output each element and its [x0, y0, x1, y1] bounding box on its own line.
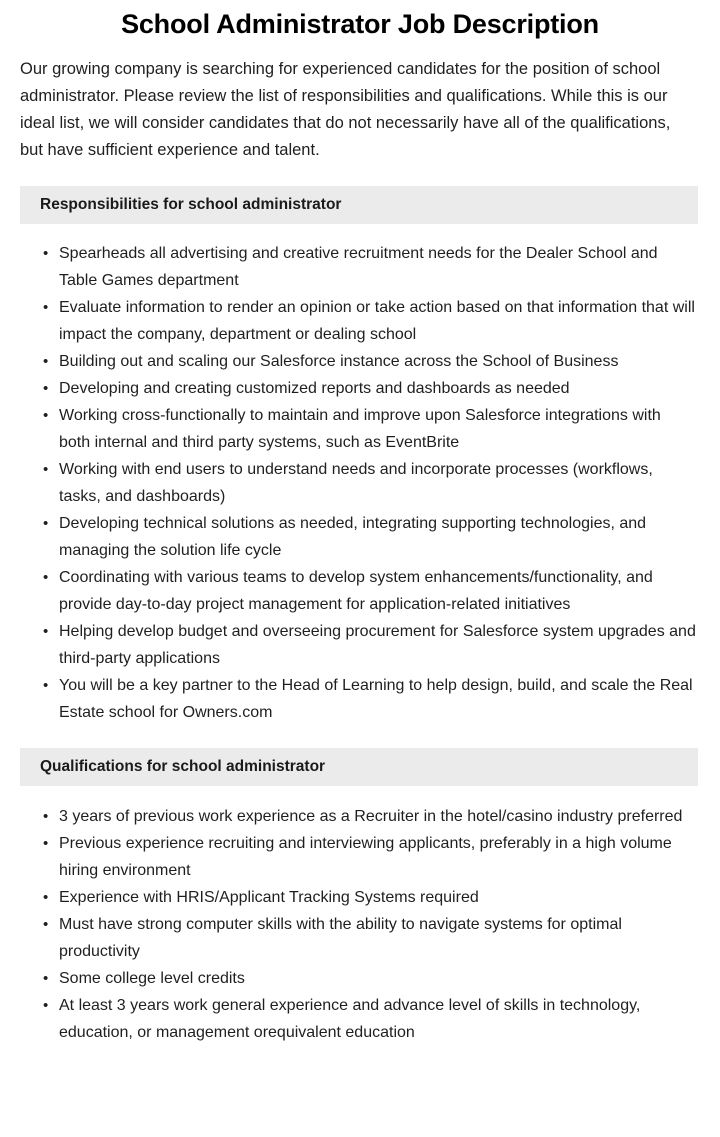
list-item: • Experience with HRIS/Applicant Tracking Systems required [43, 884, 696, 911]
list-item: • Must have strong computer skills with the ability to navigate systems for optimal productivity [43, 911, 696, 965]
list-item: • Building out and scaling our Salesforce instance across the School of Business [43, 348, 696, 375]
section-header-qualifications [20, 748, 698, 786]
section-heading-label: Responsibilities for school administrator [40, 196, 342, 213]
list-item: • Coordinating with various teams to develop system enhancements/functionality, and provide day-to-day project management for application-related initiatives [43, 564, 696, 618]
page-title: School Administrator Job Description [121, 9, 599, 39]
list-item: • Developing technical solutions as needed, integrating supporting technologies, and managing the solution life cycle [43, 510, 696, 564]
list-item: • Evaluate information to render an opinion or take action based on that information that will impact the company, department or dealing school [43, 294, 696, 348]
section-qualifications [0, 748, 720, 1066]
list-item: • Working with end users to understand needs and incorporate processes (workflows, tasks, and dashboards) [43, 456, 696, 510]
list-item: • Spearheads all advertising and creative recruitment needs for the Dealer School and Table Games department [43, 240, 696, 294]
list-item: • Helping develop budget and overseeing procurement for Salesforce system upgrades and third-party applications [43, 618, 696, 672]
list-item: • Some college level credits [43, 965, 696, 992]
intro-paragraph: Our growing company is searching for experienced candidates for the position of school administrator. Please review the list of responsibilities and qualifications. While this is our ideal list, we will consider candidates that do not necessarily have all of the qualifications, but have sufficient experience and talent. [20, 60, 671, 159]
list-item: • Working cross-functionally to maintain and improve upon Salesforce integrations with both internal and third party systems, such as EventBrite [43, 402, 696, 456]
list-item: • At least 3 years work general experience and advance level of skills in technology, education, or management orequivalent education [43, 992, 696, 1046]
section-heading-label: Qualifications for school administrator [40, 758, 326, 775]
list-item: • Developing and creating customized reports and dashboards as needed [43, 375, 696, 402]
qualifications-list [0, 786, 720, 1066]
section-header-responsibilities [20, 186, 698, 224]
list-item: • 3 years of previous work experience as a Recruiter in the hotel/casino industry preferred [43, 803, 696, 830]
responsibilities-list [0, 224, 720, 726]
list-item: • Previous experience recruiting and interviewing applicants, preferably in a high volume hiring environment [43, 830, 696, 884]
section-responsibilities [0, 186, 720, 726]
list-item: • You will be a key partner to the Head of Learning to help design, build, and scale the Real Estate school for Owners.com [43, 672, 696, 726]
